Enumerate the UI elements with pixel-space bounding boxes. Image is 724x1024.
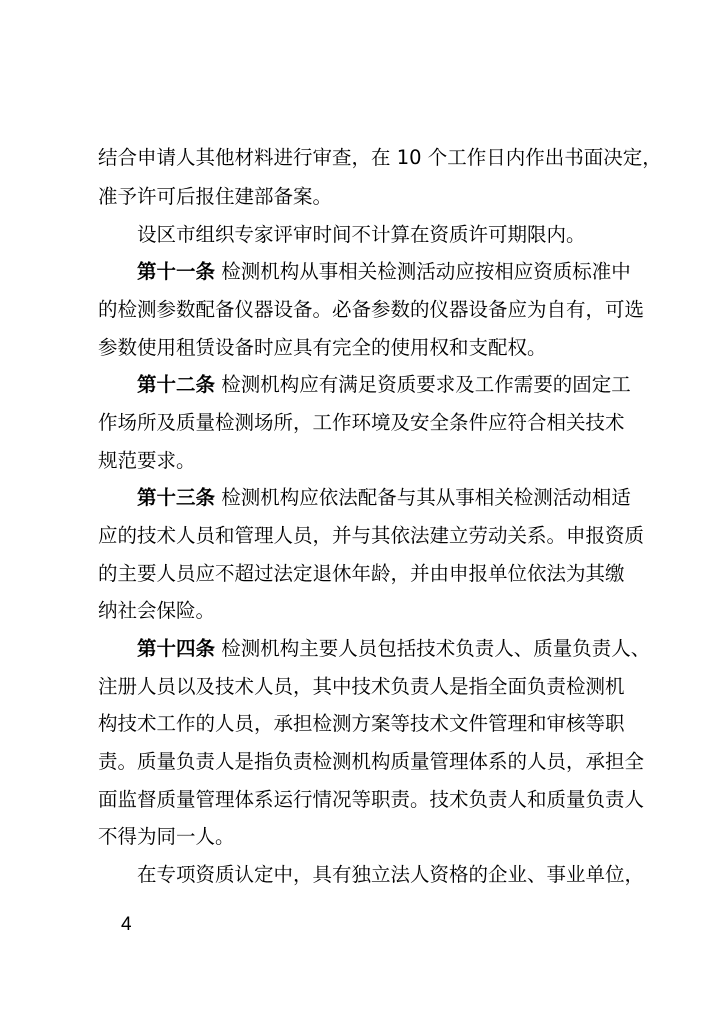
line-text: 应的技术人员和管理人员，并与其依法建立劳动关系。申报资质 [98,524,645,547]
line-text: 构技术工作的人员，承担检测方案等技术文件管理和审核等职 [98,712,625,735]
line-text: 注册人员以及技术人员，其中技术负责人是指全面负责检测机 [98,675,625,698]
line-text: 结合申请人其他材料进行审查，在 10 个工作日内作出书面决定， [98,146,662,169]
line-text: 在专项资质认定中，具有独立法人资格的企业、事业单位， [137,863,645,886]
line-text: 检测机构应依法配备与其从事相关检测活动相适 [215,486,631,509]
line-text: 的检测参数配备仪器设备。必备参数的仪器设备应为自有，可选 [98,298,645,321]
text-line [137,862,645,888]
line-text: 参数使用租赁设备时应具有完全的使用权和支配权。 [98,336,547,359]
line-text: 规范要求。 [98,449,196,472]
text-line [98,711,638,737]
line-text: 检测机构应有满足资质要求及工作需要的固定工 [215,373,631,396]
line-text: 设区市组织专家评审时间不计算在资质许可期限内。 [137,223,586,246]
text-line [98,523,645,549]
line-text: 检测机构主要人员包括技术负责人、质量负责人、 [215,637,651,660]
line-text: 准予许可后报住建部备案。 [98,185,333,208]
text-line [98,145,662,171]
text-line [137,222,637,248]
text-line [98,749,645,775]
article-12-start [137,372,637,398]
article-heading: 第十三条 [137,486,216,509]
line-text: 面监督质量管理体系运行情况等职责。技术负责人和质量负责人 [98,788,645,811]
text-line [98,824,638,850]
text-line [98,598,638,624]
text-line [98,335,638,361]
article-14-start [137,636,651,662]
line-text: 纳社会保险。 [98,599,216,622]
page-number: 4 [121,914,132,935]
line-text: 作场所及质量检测场所，工作环境及安全条件应符合相关技术 [98,411,625,434]
text-line [98,674,638,700]
line-text: 检测机构从事相关检测活动应按相应资质标准中 [215,260,631,283]
text-line [98,184,638,210]
article-heading: 第十二条 [137,373,216,396]
line-text: 不得为同一人。 [98,825,235,848]
text-line [98,410,638,436]
article-heading: 第十四条 [137,637,216,660]
text-line [98,561,638,587]
article-heading: 第十一条 [137,260,216,283]
text-line [98,787,645,813]
text-line [98,448,638,474]
article-13-start [137,485,637,511]
line-text: 的主要人员应不超过法定退休年龄，并由申报单位依法为其缴 [98,562,625,585]
line-text: 责。质量负责人是指负责检测机构质量管理体系的人员，承担全 [98,750,645,773]
article-11-start [137,259,637,285]
text-line [98,297,645,323]
